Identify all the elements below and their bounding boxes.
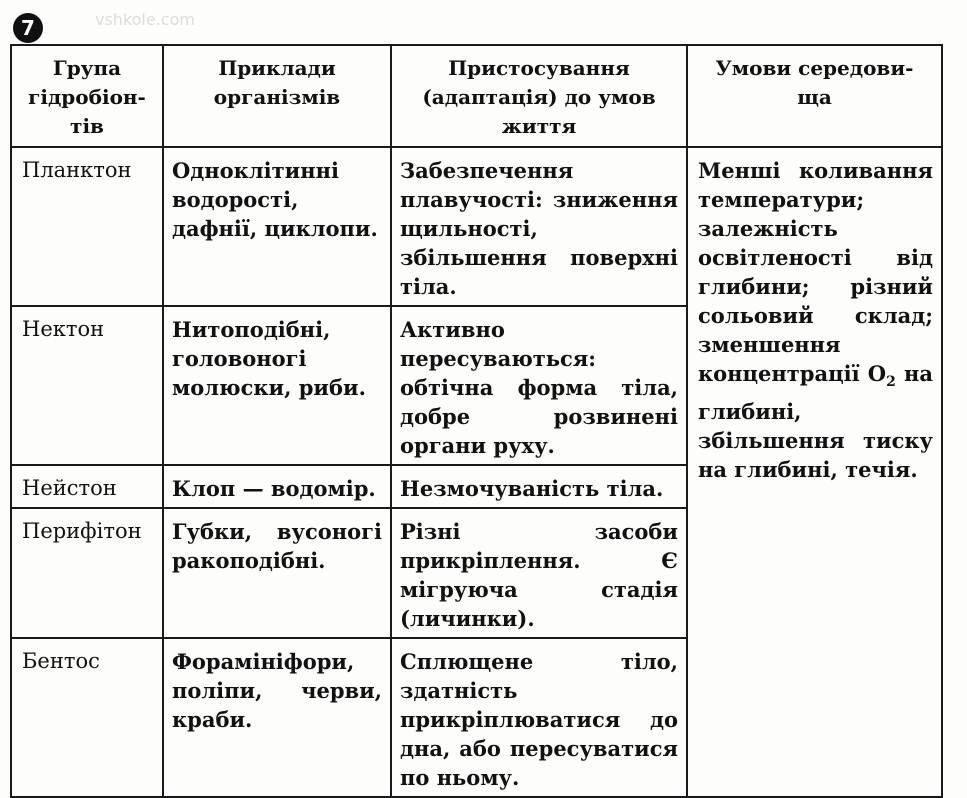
examples-cell: Нитоподібні, головоногі молюски, риби. — [163, 306, 391, 465]
header-conditions: Умови середови- ща — [687, 45, 942, 147]
examples-cell: Одноклітинні водорості, дафнії, циклопи. — [163, 147, 391, 306]
group-cell: Нейстон — [11, 465, 163, 508]
group-cell: Бентос — [11, 638, 163, 797]
adaptation-cell: Різні засоби прикріплення. Є мігруюча стадія (личинки). — [391, 508, 687, 638]
header-examples: Приклади організмів — [163, 45, 391, 147]
adaptation-cell: Активно пересуваються: обтічна форма тіла, добре розвинені органи руху. — [391, 306, 687, 465]
group-cell: Планктон — [11, 147, 163, 306]
hydrobionts-table — [10, 44, 943, 798]
examples-cell: Губки, вусоногі ракоподібні. — [163, 508, 391, 638]
task-number-badge: 7 — [13, 13, 43, 43]
header-group: Група гідробіон- тів — [11, 45, 163, 147]
adaptation-cell: Забезпечення плавучості: зниження щильності, збільшення поверхні тіла. — [391, 147, 687, 306]
watermark: vshkole.com — [95, 10, 195, 29]
header-adaptation: Пристосування (адаптація) до умов життя — [391, 45, 687, 147]
adaptation-cell: Сплющене тіло, здатність прикріплюватися до дна, або пересуватися по ньому. — [391, 638, 687, 797]
adaptation-cell: Незмочуваність тіла. — [391, 465, 687, 508]
examples-cell: Форамініфори, поліпи, черви, краби. — [163, 638, 391, 797]
examples-cell: Клоп — водомір. — [163, 465, 391, 508]
group-cell: Перифітон — [11, 508, 163, 638]
conditions-cell: Менші коливання температури; залежність освітленості від глибини; різний сольовий склад; зменшення концентрації $O_2$ на глибині, збільшення тиску на глибині, течія. — [687, 147, 942, 797]
group-cell: Нектон — [11, 306, 163, 465]
table-row — [11, 147, 942, 306]
